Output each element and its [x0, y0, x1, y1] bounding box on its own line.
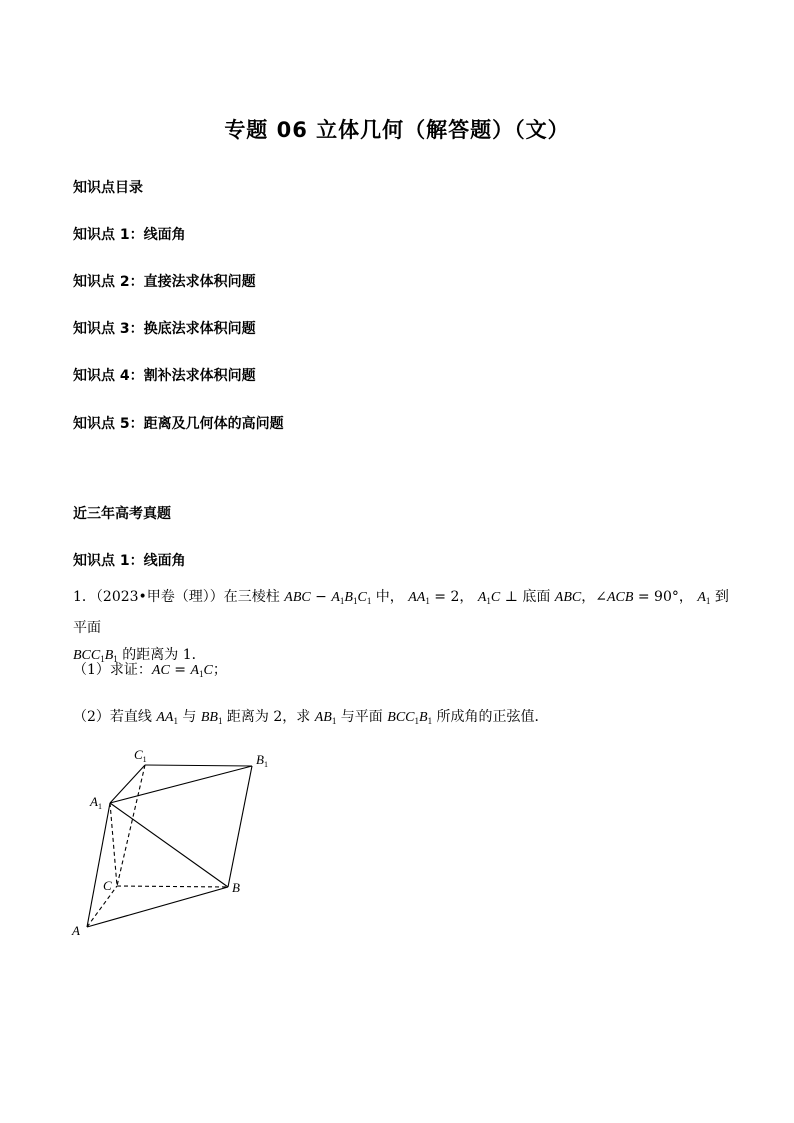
edge-a-b: [87, 887, 228, 927]
problem-source: （2023•甲卷（理））在三棱柱: [95, 589, 280, 605]
label-c1: $C_1$: [134, 747, 147, 764]
toc-heading: 知识点目录: [73, 180, 143, 196]
edge-b1-b: [228, 766, 252, 887]
math-abc: ABC: [284, 590, 311, 605]
question-2: （2）若直线 $AA_1$ 与 $BB_1$ 距离为 2，求 $AB_1$ 与平面 $BCC_1B_1$ 所成角的正弦值．: [73, 709, 549, 726]
problem-number: 1．: [73, 589, 96, 605]
question-1: （1）求证：AC = $A_1C$；: [73, 662, 227, 679]
toc-item-2: 知识点 2：直接法求体积问题: [73, 274, 256, 290]
toc-item-5: 知识点 5：距离及几何体的高问题: [73, 416, 284, 432]
knowledge-point-heading: 知识点 1：线面角: [73, 553, 186, 569]
edge-a1-b1: [110, 766, 252, 803]
label-a: A: [72, 923, 80, 938]
label-b1: $B_1$: [256, 752, 268, 769]
label-a1: $A_1$: [90, 794, 102, 811]
label-b: B: [232, 880, 240, 895]
label-c: C: [103, 878, 112, 893]
section-heading: 近三年高考真题: [73, 506, 171, 522]
toc-item-3: 知识点 3：换底法求体积问题: [73, 321, 256, 337]
prism-figure: [70, 745, 290, 945]
edge-c-b: [117, 886, 228, 887]
edge-c1-b1: [145, 765, 252, 766]
toc-item-4: 知识点 4：割补法求体积问题: [73, 368, 256, 384]
edge-a1-a: [87, 803, 110, 927]
edge-a1-c: [110, 803, 117, 886]
edge-a1-c1: [110, 765, 145, 803]
problem-statement: 1．（2023•甲卷（理））在三棱柱 ABC − $A_1B_1C_1$ 中， $AA_1 = 2$， $A_1C$ ⊥ 底面 ABC，∠ACB = 90°， $A_1$ 到平面 $BCC_1B_1$ 的距离为 1．: [73, 589, 729, 664]
toc-item-1: 知识点 1：线面角: [73, 227, 186, 243]
edge-a1-b: [110, 803, 228, 887]
edge-a-c: [87, 886, 117, 927]
page-title: 专题 06 立体几何（解答题）（文）: [224, 118, 570, 142]
